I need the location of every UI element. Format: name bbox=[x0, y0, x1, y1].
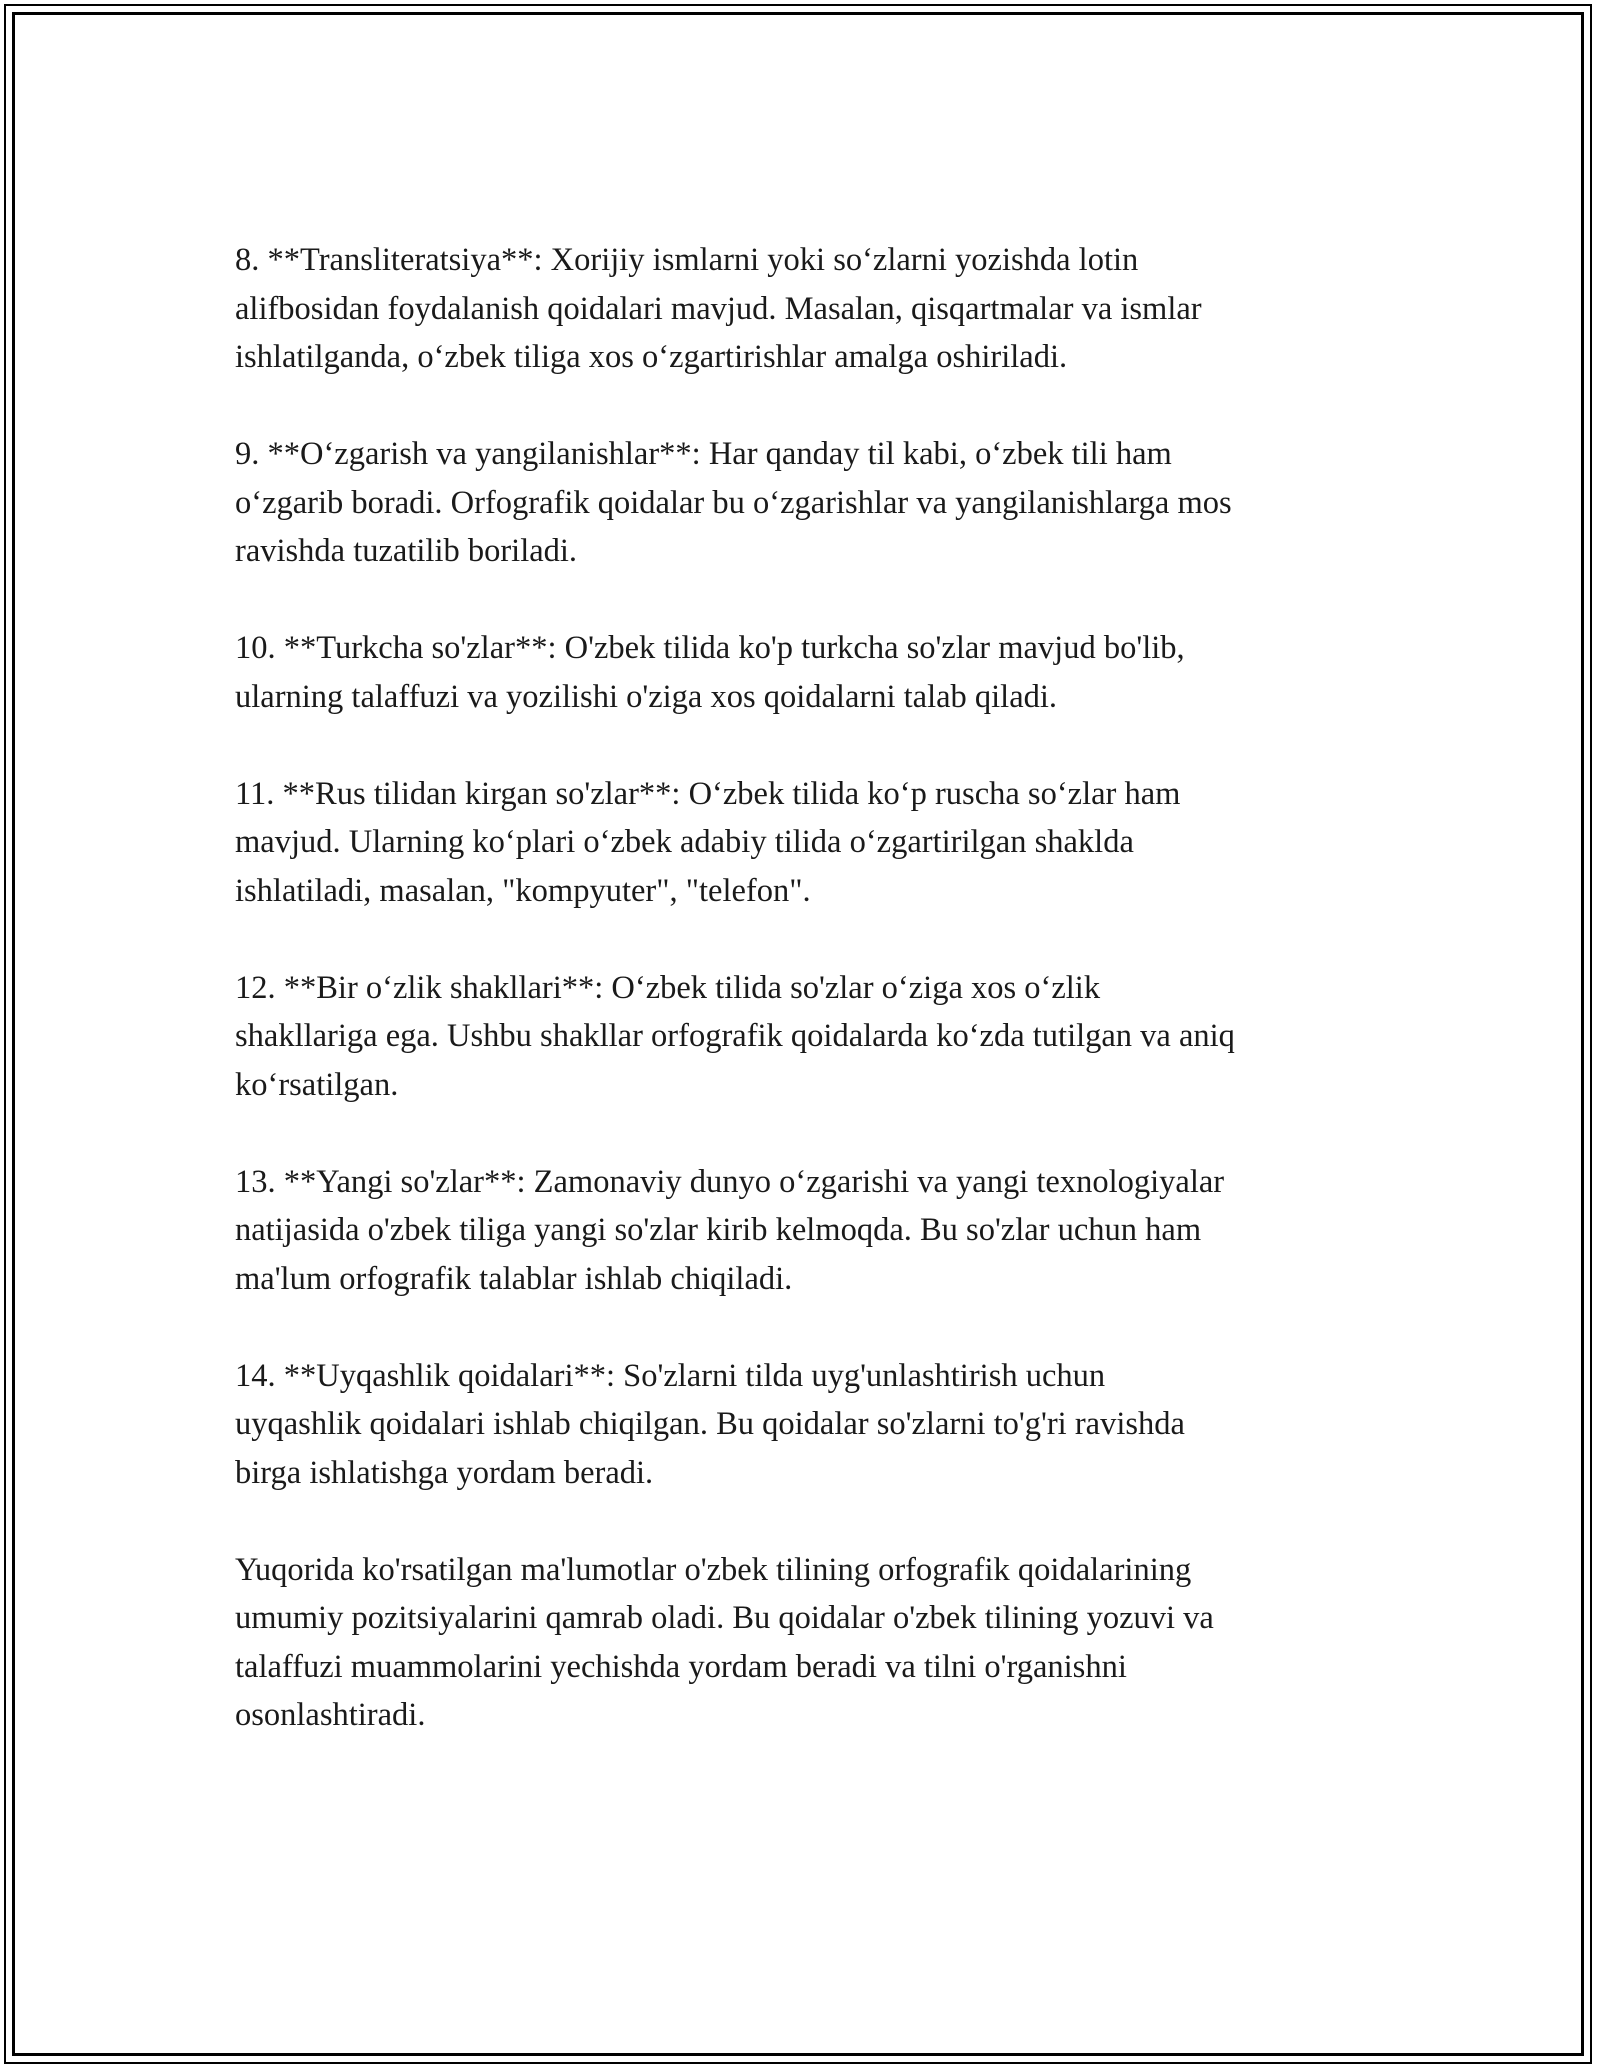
text-line: ma'lum orfografik talablar ishlab chiqiladi. bbox=[235, 1260, 793, 1297]
text-line: Yuqorida ko'rsatilgan ma'lumotlar o'zbek tilining orfografik qoidalarining bbox=[235, 1551, 1192, 1588]
text-line: ko‘rsatilgan. bbox=[235, 1066, 399, 1103]
paragraph-transliteratsiya bbox=[235, 236, 1365, 382]
text-line: alifbosidan foydalanish qoidalari mavjud. Masalan, qisqartmalar va ismlar bbox=[235, 290, 1202, 327]
text-line: talaffuzi muammolarini yechishda yordam beradi va tilni o'rganishni bbox=[235, 1648, 1127, 1685]
paragraph-ozgarish bbox=[235, 430, 1365, 576]
text-line: 12. **Bir o‘zlik shakllari**: O‘zbek tilida so'zlar o‘ziga xos o‘zlik bbox=[235, 969, 1101, 1006]
text-line: umumiy pozitsiyalarini qamrab oladi. Bu qoidalar o'zbek tilining yozuvi va bbox=[235, 1600, 1214, 1636]
text-line: ishlatiladi, masalan, "kompyuter", "telefon". bbox=[235, 872, 811, 909]
text-line: ravishda tuzatilib boriladi. bbox=[235, 533, 578, 569]
paragraph-conclusion bbox=[235, 1546, 1365, 1740]
text-line: 10. **Turkcha so'zlar**: O'zbek tilida ko'p turkcha so'zlar mavjud bo'lib, bbox=[235, 630, 1185, 666]
text-line: ishlatilganda, o‘zbek tiliga xos o‘zgartirishlar amalga oshiriladi. bbox=[235, 339, 1068, 375]
text-line: o‘zgarib boradi. Orfografik qoidalar bu o‘zgarishlar va yangilanishlarga mos bbox=[235, 484, 1232, 521]
text-line: uyqashlik qoidalari ishlab chiqilgan. Bu qoidalar so'zlarni to'g'ri ravishda bbox=[235, 1406, 1185, 1442]
text-line: mavjud. Ularning ko‘plari o‘zbek adabiy tilida o‘zgartirilgan shaklda bbox=[235, 824, 1134, 860]
text-line: 13. **Yangi so'zlar**: Zamonaviy dunyo o‘zgarishi va yangi texnologiyalar bbox=[235, 1163, 1225, 1200]
text-line: natijasida o'zbek tiliga yangi so'zlar kirib kelmoqda. Bu so'zlar uchun ham bbox=[235, 1212, 1202, 1248]
text-line: ularning talaffuzi va yozilishi o'ziga xos qoidalarni talab qiladi. bbox=[235, 678, 1058, 715]
text-line: birga ishlatishga yordam beradi. bbox=[235, 1454, 654, 1491]
paragraph-bir-ozlik bbox=[235, 964, 1365, 1110]
text-line: 11. **Rus tilidan kirgan so'zlar**: O‘zbek tilida ko‘p ruscha so‘zlar ham bbox=[235, 775, 1181, 812]
paragraph-uyqashlik bbox=[235, 1352, 1365, 1498]
paragraph-rus-tilidan bbox=[235, 770, 1365, 916]
text-line: shakllariga ega. Ushbu shakllar orfografik qoidalarda ko‘zda tutilgan va aniq bbox=[235, 1018, 1235, 1054]
text-line: 8. **Transliteratsiya**: Xorijiy ismlarni yoki so‘zlarni yozishda lotin bbox=[235, 242, 1139, 278]
document-body bbox=[235, 236, 1365, 1788]
text-line: 14. **Uyqashlik qoidalari**: So'zlarni tilda uyg'unlashtirish uchun bbox=[235, 1357, 1106, 1394]
paragraph-turkcha-sozlar bbox=[235, 624, 1365, 721]
text-line: osonlashtiradi. bbox=[235, 1697, 426, 1733]
text-line: 9. **O‘zgarish va yangilanishlar**: Har qanday til kabi, o‘zbek tili ham bbox=[235, 436, 1172, 472]
paragraph-yangi-sozlar bbox=[235, 1158, 1365, 1304]
